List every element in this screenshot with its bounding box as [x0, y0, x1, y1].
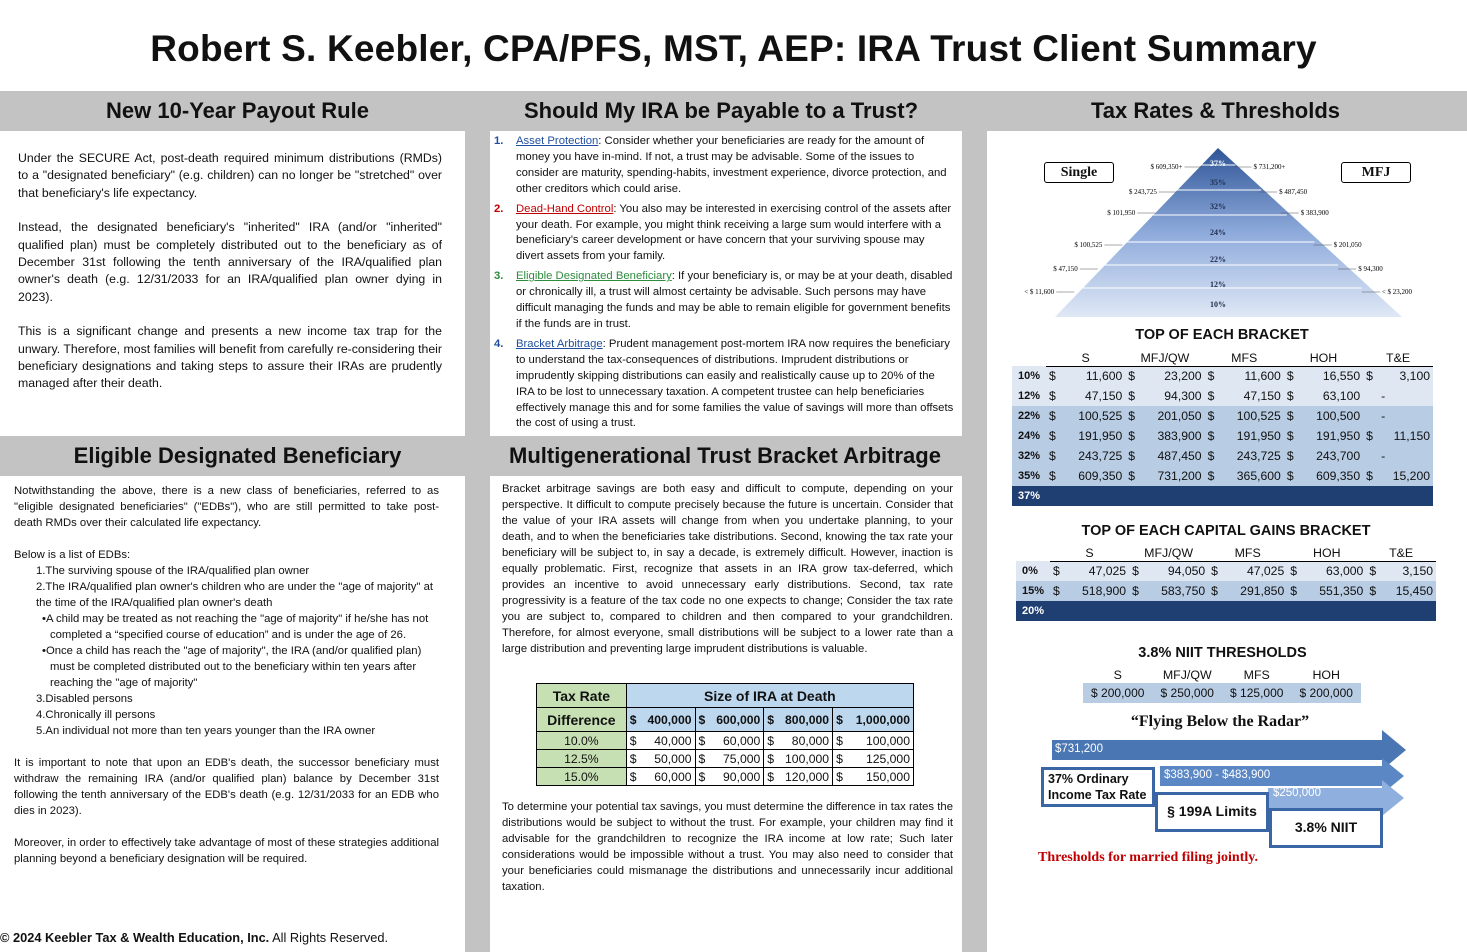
- table-row: [1012, 406, 1433, 426]
- trust-item-title: Bracket Arbitrage: [516, 337, 603, 350]
- cg-table: [1016, 545, 1436, 621]
- value-cell: $ 125,000: [833, 750, 914, 768]
- table-row: [1012, 466, 1433, 486]
- mfj-threshold-label: $ 731,200+: [1253, 163, 1286, 171]
- rate-cell: 35%: [1012, 466, 1046, 486]
- value-cell: $ 16,550: [1284, 366, 1363, 386]
- table-row: [1012, 386, 1433, 406]
- single-threshold-label: $ 100,525: [1074, 241, 1103, 249]
- mfj-threshold-label: $ 201,050: [1333, 241, 1362, 249]
- value-cell: $ 100,000: [833, 732, 914, 750]
- col-header: MFJ/QW: [1125, 350, 1204, 366]
- col-header: S: [1050, 545, 1129, 561]
- value-cell: $ 15,200: [1363, 466, 1433, 486]
- value-cell: $ 150,000: [833, 768, 914, 786]
- ira-size-header: Size of IRA at Death: [626, 684, 913, 708]
- rate-cell: 20%: [1016, 601, 1050, 621]
- edb-body: [14, 483, 439, 867]
- value-cell: $ 125,000: [1222, 683, 1292, 703]
- value-cell: $ 60,000: [626, 768, 695, 786]
- arrow-label-731k: $731,200: [1055, 743, 1103, 755]
- value-cell: $ 243,725: [1046, 446, 1125, 466]
- niit-title: 3.8% NIIT THRESHOLDS: [1138, 645, 1307, 661]
- edb-para-2: Moreover, in order to effectively take advantage of most of these strategies additional planning beyond a beneficiary designation will be required.: [14, 837, 439, 865]
- value-cell: $ 47,150: [1046, 386, 1125, 406]
- trust-item-text: : If your beneficiary is, or may be at your death, disabled or chronically ill, a trust will almost certainty be advisable. Such persons may have difficult managing the funds and may be able to remain eligible for government benefits if the funds are in trust.: [516, 270, 953, 330]
- value-cell: $ 383,900: [1125, 426, 1204, 446]
- radar-title: “Flying Below the Radar”: [1130, 713, 1310, 730]
- mfj-threshold-label: $ 487,450: [1279, 188, 1308, 196]
- rate-cell: 0%: [1016, 561, 1050, 581]
- page-title: Robert S. Keebler, CPA/PFS, MST, AEP: IRA Trust Client Summary: [150, 28, 1317, 69]
- value-cell: $ 200,000: [1083, 683, 1153, 703]
- single-threshold-label: $ 101,950: [1107, 209, 1136, 217]
- edb-subitem: •A child may be treated as not reaching the "age of majority" if he/she has not completed a “specified course of education” and is under the age of 26.: [42, 613, 429, 641]
- trust-item-number: 1.: [494, 135, 504, 147]
- col-header: $ 600,000: [695, 708, 764, 732]
- mfj-threshold-label: $ 383,900: [1300, 209, 1329, 217]
- col-header: MFS: [1208, 545, 1287, 561]
- trust-item-text: : Consider whether your beneficiaries are ready for the amount of money you have in-mind. If not, a trust may be advisable. Some of the issues to consider are maturity, spending-habits, investment experience, divorce protection, and other creditors which could arise.: [516, 135, 947, 195]
- value-cell: $ 609,350: [1284, 466, 1363, 486]
- edb-intro: Notwithstanding the above, there is a new class of beneficiaries, referred to as "eligible designated beneficiaries" ("EDBs"), who are still permitted to take post-death RMDs over their calculated life expectancy.: [14, 485, 439, 529]
- cg-title: TOP OF EACH CAPITAL GAINS BRACKET: [1081, 523, 1371, 539]
- gutter-2: [962, 91, 987, 952]
- table-row: [1083, 683, 1361, 703]
- value-cell: $ 47,025: [1208, 561, 1287, 581]
- arrow-label-250k: $250,000: [1273, 787, 1321, 799]
- value-cell: $ 3,150: [1366, 561, 1436, 581]
- payout-para-2: Instead, the designated beneficiary's "inherited" IRA (and/or "inherited" qualified plan) must be completely distributed out to the beneficiary as of December 31st following the tenth anniversary of the IRA/qualified plan owner's death (e.g. 12/31/2033 for an IRA/qualified plan owner dying in 2023).: [18, 220, 442, 304]
- value-cell: $ 551,350: [1287, 581, 1366, 601]
- value-cell: $ 243,725: [1205, 446, 1284, 466]
- value-cell: $ 201,050: [1125, 406, 1204, 426]
- value-cell: $ 90,000: [695, 768, 764, 786]
- table-row: [1016, 561, 1436, 581]
- value-cell: $ 47,025: [1050, 561, 1129, 581]
- edb-subitem: •Once a child has reach the "age of majority", the IRA (and/or qualified plan) must be completed distributed out to the beneficiary within ten years after reaching the "age of majority": [42, 645, 422, 689]
- trust-item-title: Asset Protection: [516, 135, 599, 147]
- edb-list-title: Below is a list of EDBs:: [14, 549, 131, 561]
- trust-item-text: : Prudent management post-mortem IRA now requires the beneficiary to understand the tax-consequences of distributions. Imprudent distributions or imprudently skipping distributions can easily and realistically cause up to 20% of the IRA to be lost to unnecessary taxation. A competent trustee can help beneficiaries effectively manage this and for some families the value of savings will more than offsets the cost of using a trust.: [516, 337, 954, 430]
- rate-cell: 37%: [1012, 486, 1046, 506]
- bracket-title: TOP OF EACH BRACKET: [1135, 327, 1309, 343]
- trust-item-number: 4.: [494, 337, 504, 350]
- value-cell: $ 191,950: [1046, 426, 1125, 446]
- col-header: MFJ/QW: [1129, 545, 1208, 561]
- arrow-731k: [1052, 730, 1406, 770]
- value-cell: -: [1363, 386, 1433, 406]
- table-row: [537, 750, 914, 768]
- col-header: HOH: [1287, 545, 1366, 561]
- value-cell: $ 487,450: [1125, 446, 1204, 466]
- value-cell: $ 50,000: [626, 750, 695, 768]
- value-cell: $ 60,000: [695, 732, 764, 750]
- value-cell: $ 75,000: [695, 750, 764, 768]
- arb-heading: Multigenerational Trust Bracket Arbitrage: [509, 443, 941, 468]
- value-cell: $ 609,350: [1046, 466, 1125, 486]
- pyramid-rate-label: 24%: [1210, 228, 1226, 237]
- edb-item: 4.Chronically ill persons: [36, 709, 156, 721]
- col-header: HOH: [1312, 668, 1341, 682]
- pyramid-shape: [1055, 148, 1402, 317]
- pyramid-rate-label: 22%: [1210, 255, 1226, 264]
- value-cell: $ 583,750: [1129, 581, 1208, 601]
- 199a-box: § 199A Limits: [1155, 792, 1269, 832]
- copyright: [0, 930, 388, 945]
- table-row: [1016, 601, 1436, 621]
- col-header: MFS: [1243, 668, 1270, 682]
- value-cell: $ 250,000: [1153, 683, 1223, 703]
- value-cell: $ 243,700: [1284, 446, 1363, 466]
- single-threshold-label: $ 243,725: [1128, 188, 1157, 196]
- trust-item-title: Eligible Designated Beneficiary: [516, 270, 672, 283]
- value-cell: $ 23,200: [1125, 366, 1204, 386]
- rate-cell: 15.0%: [537, 768, 627, 786]
- ordinary-rate-box: 37% Ordinary Income Tax Rate: [1041, 767, 1155, 807]
- col-header: MFJ/QW: [1162, 668, 1212, 682]
- payout-para-1: Under the SECURE Act, post-death required minimum distributions (RMDs) to a "designated beneficiary" (e.g. children) can no longer be "stretched" over that beneficiary's life expectancy.: [18, 151, 442, 200]
- value-cell: -: [1363, 406, 1433, 426]
- corner-tax-rate: Tax Rate: [537, 684, 627, 708]
- value-cell: $ 47,150: [1205, 386, 1284, 406]
- value-cell: -: [1363, 446, 1433, 466]
- value-cell: $ 94,050: [1129, 561, 1208, 581]
- col-header: $ 1,000,000: [833, 708, 914, 732]
- edb-item: 5.An individual not more than ten years younger than the IRA owner: [36, 725, 376, 737]
- single-threshold-label: < $ 11,600: [1024, 288, 1055, 296]
- rate-cell: 10.0%: [537, 732, 627, 750]
- edb-para-1: It is important to note that upon an EDB's death, the successor beneficiary must withdraw the remaining IRA (and/or qualified plan) balance by December 31st following the tenth anniversary of the EDB's death (e.g. 12/31/2033 for an EDB who dies in 2023).: [14, 757, 439, 817]
- trust-item-title: Dead-Hand Control: [516, 202, 614, 215]
- trust-item-asset-protection: [494, 134, 954, 198]
- single-threshold-label: $ 609,350+: [1150, 163, 1183, 171]
- trust-item-edb: [494, 269, 954, 333]
- trust-item-number: 2.: [494, 202, 504, 215]
- pyramid-rate-label: 10%: [1210, 300, 1226, 309]
- bracket-pyramid: [1020, 145, 1440, 320]
- col-header: $ 400,000: [626, 708, 695, 732]
- col-header: $ 800,000: [764, 708, 833, 732]
- edb-heading: Eligible Designated Beneficiary: [73, 443, 402, 468]
- trust-item-dead-hand: [494, 202, 954, 266]
- rate-cell: 12%: [1012, 386, 1046, 406]
- value-cell: $ 94,300: [1125, 386, 1204, 406]
- trust-item-text: : You also may be interested in exercising control of the assets after your death. For example, you might think receiving a large sum would interfere with a beneficiary’s career development or have concern that your surviving spouse may divert assets from your family.: [516, 202, 952, 263]
- value-cell: $ 100,525: [1205, 406, 1284, 426]
- single-threshold-label: $ 47,150: [1053, 265, 1078, 273]
- mfj-label: MFJ: [1341, 162, 1411, 183]
- rate-cell: 12.5%: [537, 750, 627, 768]
- trust-item-number: 3.: [494, 270, 504, 283]
- value-cell: $ 63,000: [1287, 561, 1366, 581]
- value-cell: $ 291,850: [1208, 581, 1287, 601]
- col-header: HOH: [1284, 350, 1363, 366]
- arrow-label-383k: $383,900 - $483,900: [1164, 769, 1271, 781]
- edb-item: 1.The surviving spouse of the IRA/qualified plan owner: [36, 565, 310, 577]
- single-label: Single: [1044, 162, 1114, 183]
- value-cell: $ 63,100: [1284, 386, 1363, 406]
- trust-item-bracket-arbitrage: [494, 337, 954, 432]
- value-cell: $ 80,000: [764, 732, 833, 750]
- niit-box: 3.8% NIIT: [1269, 808, 1383, 848]
- col-header: S: [1113, 668, 1122, 682]
- copyright-owner: © 2024 Keebler Tax & Wealth Education, Inc.: [0, 930, 270, 945]
- table-row: [1012, 426, 1433, 446]
- payout-heading: New 10-Year Payout Rule: [106, 98, 369, 123]
- value-cell: $ 191,950: [1205, 426, 1284, 446]
- rate-cell: 32%: [1012, 446, 1046, 466]
- edb-item: 3.Disabled persons: [36, 693, 133, 705]
- rate-cell: 24%: [1012, 426, 1046, 446]
- table-row: [537, 732, 914, 750]
- pyramid-rate-label: 35%: [1210, 178, 1226, 187]
- mfj-note: Thresholds for married filing jointly.: [1038, 850, 1258, 865]
- col-header: S: [1046, 350, 1125, 366]
- arb-para-2: To determine your potential tax savings, you must determine the difference in tax rates the distributions would be subject to without the trust. For example, your children may find it advisable for the grandchildren to recognize the IRA income at low rate; Such later considerations would be impossible without a trust. You may also need to consider that your beneficiaries could mismanage the distributions and unnecessarily incur additional taxation.: [502, 801, 953, 893]
- value-cell: $ 120,000: [764, 768, 833, 786]
- payout-para-3: This is a significant change and presents a new income tax trap for the unwary. Therefore, most families will benefit from carefully re-considering their beneficiary designations and taking steps to assure their IRAs are prudently managed after their death.: [18, 324, 442, 391]
- value-cell: $ 100,000: [764, 750, 833, 768]
- bracket-table: [1012, 350, 1433, 506]
- rate-cell: 22%: [1012, 406, 1046, 426]
- trust-heading: Should My IRA be Payable to a Trust?: [523, 98, 919, 123]
- rates-heading: Tax Rates & Thresholds: [1091, 98, 1340, 123]
- table-row: [537, 768, 914, 786]
- value-cell: $ 731,200: [1125, 466, 1204, 486]
- table-row: [1012, 446, 1433, 466]
- gutter-1: [465, 91, 490, 952]
- arbitrage-table: [536, 683, 914, 786]
- rate-cell: 15%: [1016, 581, 1050, 601]
- value-cell: $ 15,450: [1366, 581, 1436, 601]
- value-cell: $ 40,000: [626, 732, 695, 750]
- payout-body: [18, 150, 442, 393]
- value-cell: $ 200,000: [1292, 683, 1362, 703]
- value-cell: $ 11,600: [1205, 366, 1284, 386]
- value-cell: $ 100,525: [1046, 406, 1125, 426]
- niit-table: [1083, 667, 1361, 703]
- col-header: T&E: [1366, 545, 1436, 561]
- rate-cell: 10%: [1012, 366, 1046, 386]
- arb-para-1: Bracket arbitrage savings are both easy and difficult to compute, depending on your perspective. It difficult to compute precisely because the future is uncertain. Consider that the value of your IRA assets will change from when you undertake planning, to your death, and to when the beneficiaries take distributions. Second, knowing the tax rate your beneficiary will be subject to, in say a decade, is extremely difficult. However, inaction is equally problematic. First, recognize that assets in an IRA grow tax-deferred, which provides an incentive to avoid unnecessary early distributions. Second, tax rate progressivity is a feature of the tax code no one expects to change; Consider the tax rate you are subject to, compared to children and then compared to your grandchildren. Therefore, for almost everyone, small distributions will be subject to a lower rate than a large distribution and preventing large imprudent distributions is valuable.: [502, 483, 953, 655]
- mfj-threshold-label: $ 94,300: [1358, 265, 1383, 273]
- pyramid-rate-label: 12%: [1210, 280, 1226, 289]
- col-header: MFS: [1205, 350, 1284, 366]
- value-cell: $ 365,600: [1205, 466, 1284, 486]
- table-row: [1012, 366, 1433, 386]
- table-row: [1016, 581, 1436, 601]
- trust-list: [494, 134, 954, 436]
- mfj-threshold-label: < $ 23,200: [1381, 288, 1413, 296]
- edb-item: 2.The IRA/qualified plan owner's children who are under the "age of majority" at the time of the IRA/qualified plan owner's death: [36, 581, 434, 609]
- pyramid-rate-label: 32%: [1210, 202, 1226, 211]
- value-cell: $ 11,150: [1363, 426, 1433, 446]
- value-cell: $ 518,900: [1050, 581, 1129, 601]
- value-cell: $ 11,600: [1046, 366, 1125, 386]
- table-row: [1012, 486, 1433, 506]
- value-cell: $ 191,950: [1284, 426, 1363, 446]
- col-header: T&E: [1363, 350, 1433, 366]
- value-cell: $ 3,100: [1363, 366, 1433, 386]
- copyright-rights: All Rights Reserved.: [269, 930, 389, 945]
- pyramid-rate-label: 37%: [1210, 159, 1226, 168]
- value-cell: $ 100,500: [1284, 406, 1363, 426]
- corner-difference: Difference: [537, 708, 627, 732]
